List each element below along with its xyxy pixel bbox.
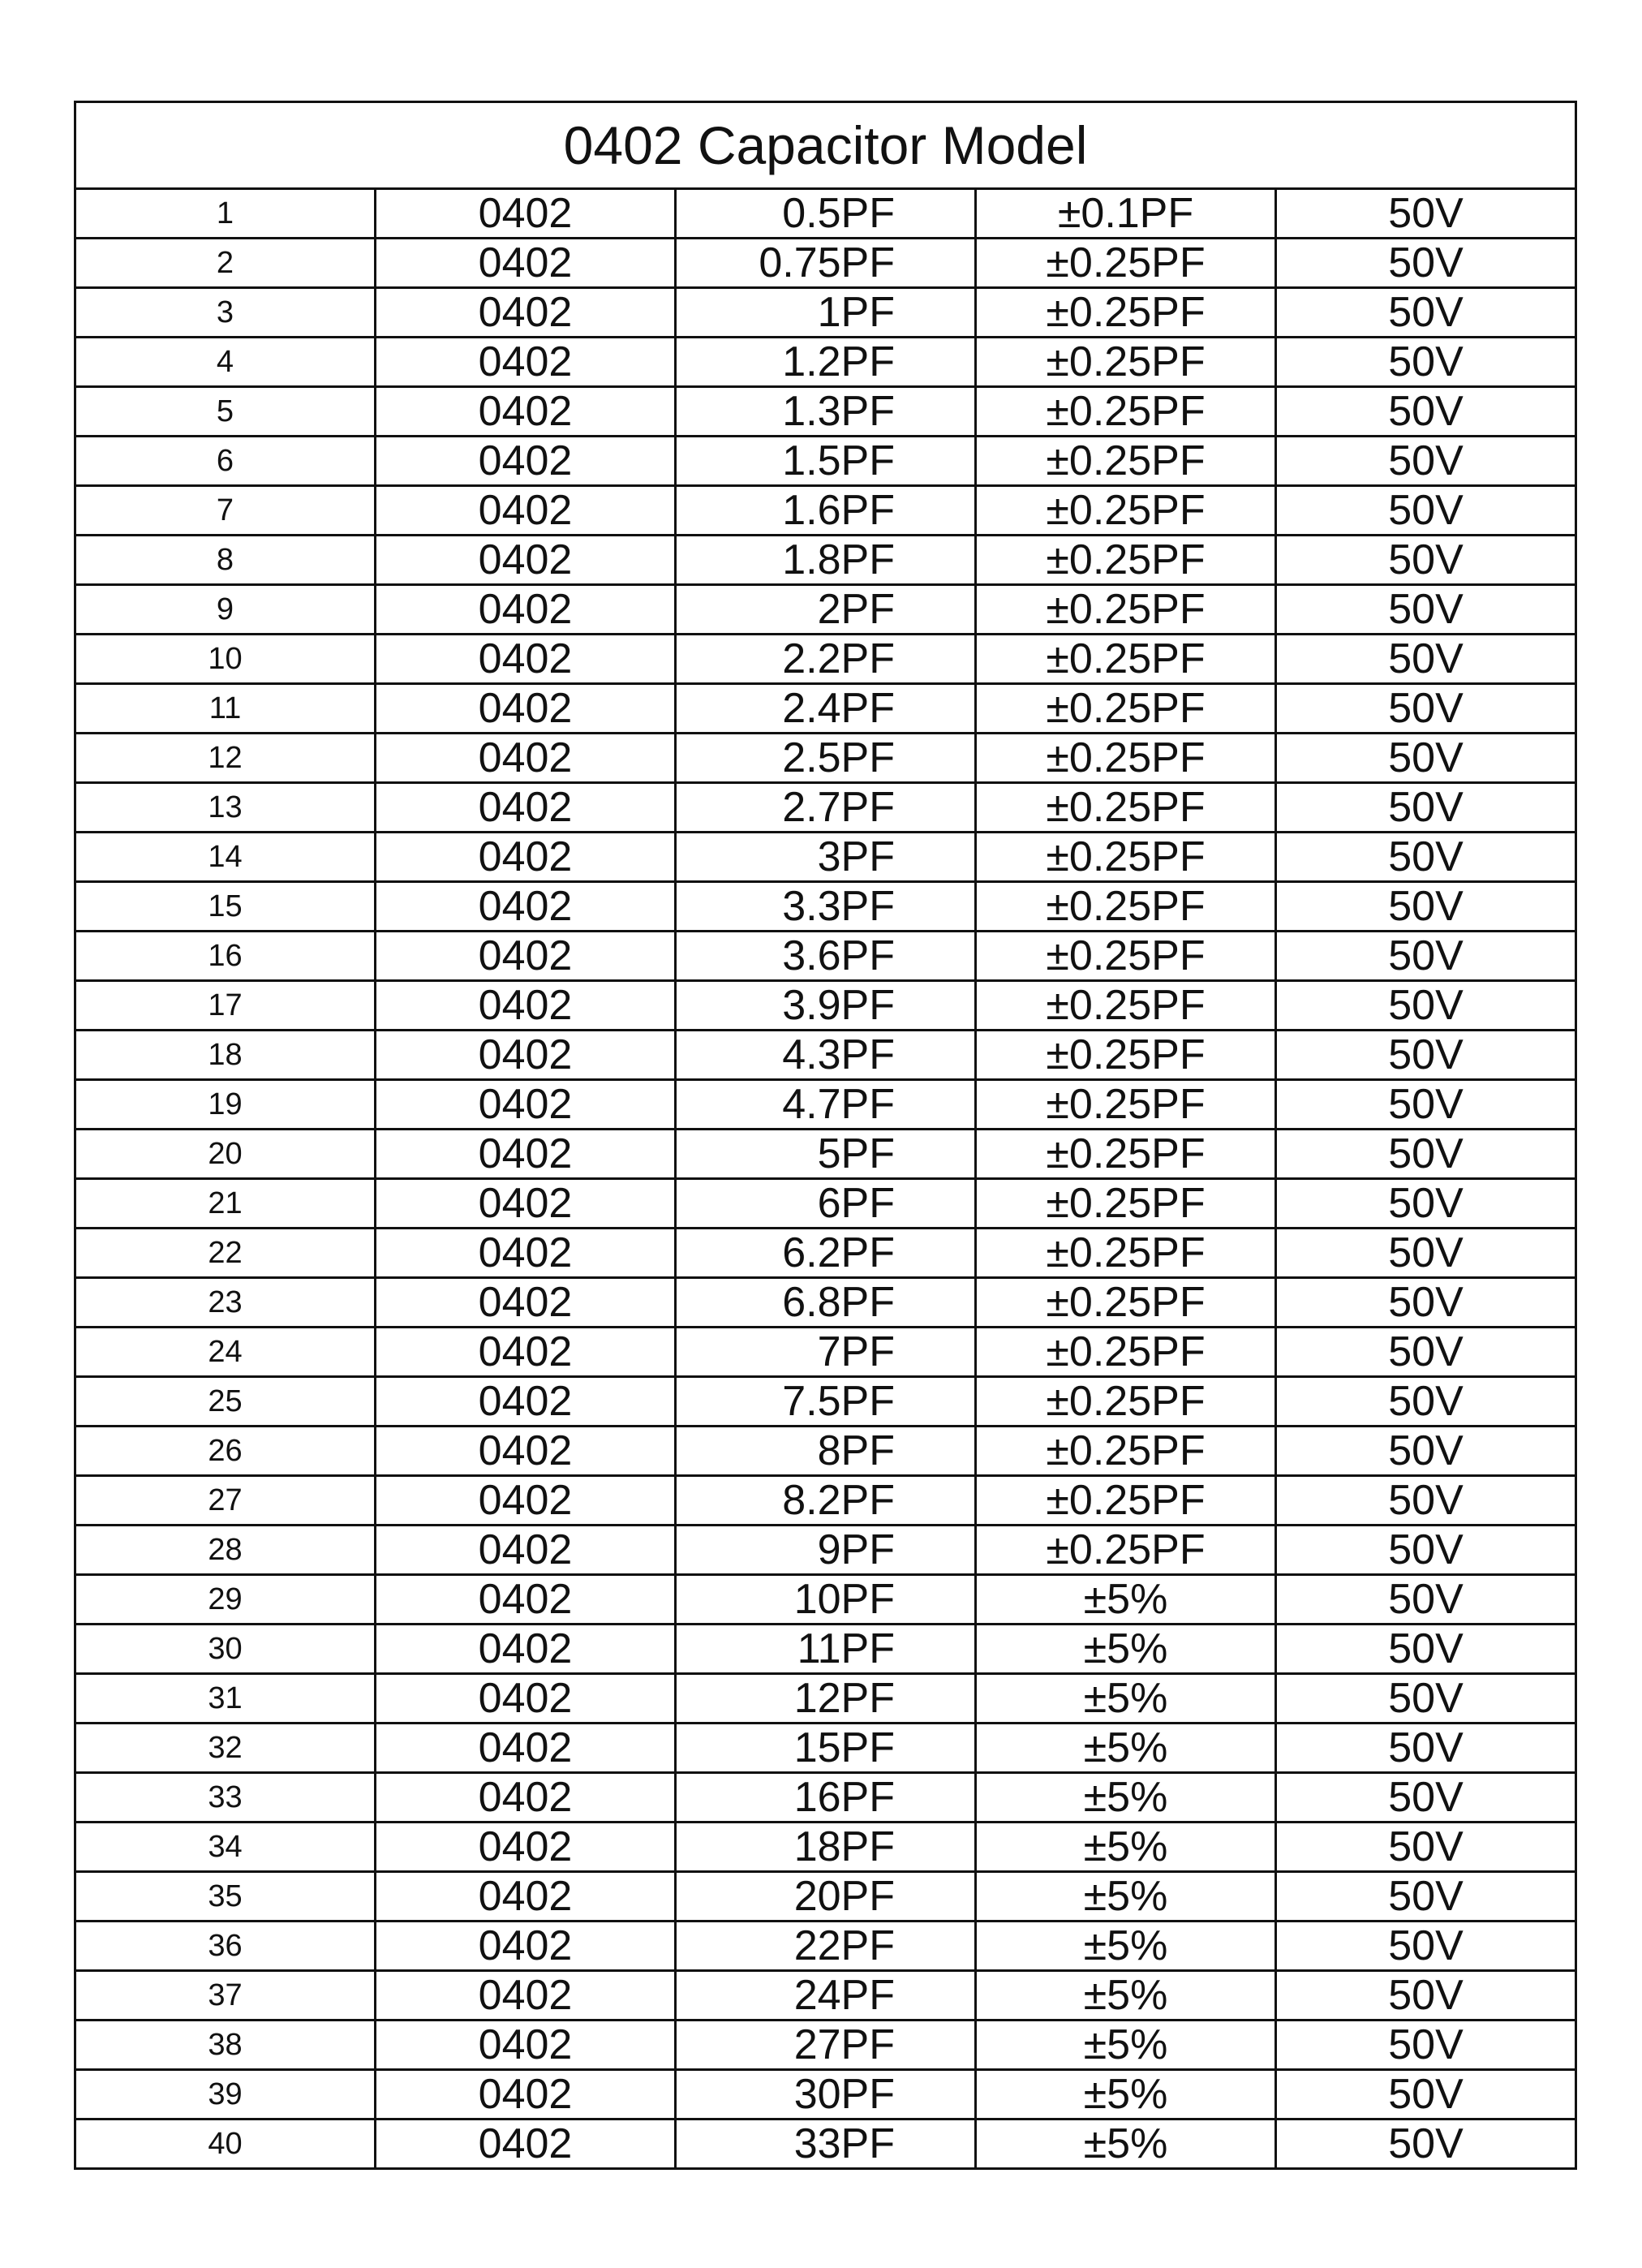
table-row bbox=[75, 783, 1576, 833]
capacitance-cell: 5PF bbox=[676, 1130, 976, 1179]
tolerance-cell: ±5% bbox=[976, 1724, 1276, 1773]
capacitance-cell: 6.8PF bbox=[676, 1278, 976, 1328]
table-row bbox=[75, 387, 1576, 437]
tolerance-cell: ±0.25PF bbox=[976, 288, 1276, 338]
row-number: 8 bbox=[75, 536, 376, 585]
package-cell: 0402 bbox=[376, 189, 676, 239]
capacitance-cell: 30PF bbox=[676, 2070, 976, 2120]
capacitance-cell: 3.9PF bbox=[676, 981, 976, 1031]
package-cell: 0402 bbox=[376, 585, 676, 635]
package-cell: 0402 bbox=[376, 1328, 676, 1377]
table-row bbox=[75, 1031, 1576, 1080]
package-cell: 0402 bbox=[376, 1377, 676, 1427]
table-row bbox=[75, 189, 1576, 239]
table-row bbox=[75, 1971, 1576, 2021]
package-cell: 0402 bbox=[376, 734, 676, 783]
table-row bbox=[75, 1922, 1576, 1971]
row-number: 36 bbox=[75, 1922, 376, 1971]
tolerance-cell: ±0.25PF bbox=[976, 1476, 1276, 1526]
package-cell: 0402 bbox=[376, 437, 676, 486]
capacitance-cell: 24PF bbox=[676, 1971, 976, 2021]
voltage-cell: 50V bbox=[1276, 189, 1576, 239]
tolerance-cell: ±0.25PF bbox=[976, 536, 1276, 585]
voltage-cell: 50V bbox=[1276, 239, 1576, 288]
capacitance-cell: 2.7PF bbox=[676, 783, 976, 833]
voltage-cell: 50V bbox=[1276, 288, 1576, 338]
table-row bbox=[75, 437, 1576, 486]
tolerance-cell: ±0.25PF bbox=[976, 585, 1276, 635]
row-number: 1 bbox=[75, 189, 376, 239]
row-number: 20 bbox=[75, 1130, 376, 1179]
tolerance-cell: ±0.25PF bbox=[976, 437, 1276, 486]
package-cell: 0402 bbox=[376, 1823, 676, 1872]
tolerance-cell: ±5% bbox=[976, 1773, 1276, 1823]
title-row bbox=[75, 102, 1576, 189]
row-number: 14 bbox=[75, 833, 376, 882]
package-cell: 0402 bbox=[376, 1575, 676, 1625]
voltage-cell: 50V bbox=[1276, 1971, 1576, 2021]
row-number: 19 bbox=[75, 1080, 376, 1130]
table-row bbox=[75, 1823, 1576, 1872]
row-number: 22 bbox=[75, 1229, 376, 1278]
voltage-cell: 50V bbox=[1276, 1130, 1576, 1179]
table-row bbox=[75, 1179, 1576, 1229]
row-number: 5 bbox=[75, 387, 376, 437]
voltage-cell: 50V bbox=[1276, 1526, 1576, 1575]
tolerance-cell: ±0.25PF bbox=[976, 783, 1276, 833]
tolerance-cell: ±5% bbox=[976, 1575, 1276, 1625]
row-number: 9 bbox=[75, 585, 376, 635]
voltage-cell: 50V bbox=[1276, 2021, 1576, 2070]
capacitance-cell: 7PF bbox=[676, 1328, 976, 1377]
voltage-cell: 50V bbox=[1276, 486, 1576, 536]
table-row bbox=[75, 486, 1576, 536]
capacitance-cell: 2.5PF bbox=[676, 734, 976, 783]
package-cell: 0402 bbox=[376, 1872, 676, 1922]
row-number: 34 bbox=[75, 1823, 376, 1872]
table-title: 0402 Capacitor Model bbox=[75, 102, 1576, 189]
package-cell: 0402 bbox=[376, 1278, 676, 1328]
tolerance-cell: ±5% bbox=[976, 1922, 1276, 1971]
capacitance-cell: 22PF bbox=[676, 1922, 976, 1971]
row-number: 18 bbox=[75, 1031, 376, 1080]
row-number: 24 bbox=[75, 1328, 376, 1377]
row-number: 6 bbox=[75, 437, 376, 486]
tolerance-cell: ±0.25PF bbox=[976, 1080, 1276, 1130]
package-cell: 0402 bbox=[376, 1674, 676, 1724]
capacitance-cell: 9PF bbox=[676, 1526, 976, 1575]
table-row bbox=[75, 1575, 1576, 1625]
table-row bbox=[75, 734, 1576, 783]
package-cell: 0402 bbox=[376, 1130, 676, 1179]
package-cell: 0402 bbox=[376, 684, 676, 734]
capacitance-cell: 2.4PF bbox=[676, 684, 976, 734]
capacitance-cell: 16PF bbox=[676, 1773, 976, 1823]
table-row bbox=[75, 635, 1576, 684]
package-cell: 0402 bbox=[376, 1773, 676, 1823]
table-row bbox=[75, 2070, 1576, 2120]
voltage-cell: 50V bbox=[1276, 932, 1576, 981]
table-row bbox=[75, 1872, 1576, 1922]
tolerance-cell: ±0.25PF bbox=[976, 338, 1276, 387]
table-row bbox=[75, 1278, 1576, 1328]
row-number: 27 bbox=[75, 1476, 376, 1526]
table-row bbox=[75, 2120, 1576, 2169]
capacitance-cell: 6.2PF bbox=[676, 1229, 976, 1278]
table-row bbox=[75, 1476, 1576, 1526]
tolerance-cell: ±0.25PF bbox=[976, 387, 1276, 437]
row-number: 13 bbox=[75, 783, 376, 833]
package-cell: 0402 bbox=[376, 2070, 676, 2120]
voltage-cell: 50V bbox=[1276, 1872, 1576, 1922]
voltage-cell: 50V bbox=[1276, 1179, 1576, 1229]
package-cell: 0402 bbox=[376, 486, 676, 536]
package-cell: 0402 bbox=[376, 1922, 676, 1971]
package-cell: 0402 bbox=[376, 981, 676, 1031]
table-row bbox=[75, 1526, 1576, 1575]
capacitance-cell: 1.6PF bbox=[676, 486, 976, 536]
package-cell: 0402 bbox=[376, 387, 676, 437]
tolerance-cell: ±0.25PF bbox=[976, 833, 1276, 882]
capacitance-cell: 0.75PF bbox=[676, 239, 976, 288]
tolerance-cell: ±5% bbox=[976, 2120, 1276, 2169]
tolerance-cell: ±0.25PF bbox=[976, 1377, 1276, 1427]
capacitance-cell: 2PF bbox=[676, 585, 976, 635]
table-row bbox=[75, 1229, 1576, 1278]
tolerance-cell: ±0.25PF bbox=[976, 1031, 1276, 1080]
row-number: 23 bbox=[75, 1278, 376, 1328]
voltage-cell: 50V bbox=[1276, 1773, 1576, 1823]
tolerance-cell: ±5% bbox=[976, 1674, 1276, 1724]
tolerance-cell: ±0.25PF bbox=[976, 1427, 1276, 1476]
voltage-cell: 50V bbox=[1276, 981, 1576, 1031]
row-number: 3 bbox=[75, 288, 376, 338]
voltage-cell: 50V bbox=[1276, 1427, 1576, 1476]
voltage-cell: 50V bbox=[1276, 1328, 1576, 1377]
row-number: 4 bbox=[75, 338, 376, 387]
voltage-cell: 50V bbox=[1276, 338, 1576, 387]
package-cell: 0402 bbox=[376, 338, 676, 387]
package-cell: 0402 bbox=[376, 783, 676, 833]
tolerance-cell: ±5% bbox=[976, 1823, 1276, 1872]
tolerance-cell: ±0.1PF bbox=[976, 189, 1276, 239]
row-number: 38 bbox=[75, 2021, 376, 2070]
tolerance-cell: ±0.25PF bbox=[976, 981, 1276, 1031]
table-row bbox=[75, 1674, 1576, 1724]
package-cell: 0402 bbox=[376, 288, 676, 338]
voltage-cell: 50V bbox=[1276, 1031, 1576, 1080]
package-cell: 0402 bbox=[376, 635, 676, 684]
voltage-cell: 50V bbox=[1276, 1922, 1576, 1971]
package-cell: 0402 bbox=[376, 932, 676, 981]
table-row bbox=[75, 1625, 1576, 1674]
table-row bbox=[75, 833, 1576, 882]
capacitance-cell: 1.2PF bbox=[676, 338, 976, 387]
tolerance-cell: ±5% bbox=[976, 1971, 1276, 2021]
capacitance-cell: 3.3PF bbox=[676, 882, 976, 932]
tolerance-cell: ±0.25PF bbox=[976, 1179, 1276, 1229]
package-cell: 0402 bbox=[376, 1526, 676, 1575]
voltage-cell: 50V bbox=[1276, 1080, 1576, 1130]
voltage-cell: 50V bbox=[1276, 2070, 1576, 2120]
tolerance-cell: ±5% bbox=[976, 1625, 1276, 1674]
package-cell: 0402 bbox=[376, 1625, 676, 1674]
row-number: 11 bbox=[75, 684, 376, 734]
table-row bbox=[75, 288, 1576, 338]
voltage-cell: 50V bbox=[1276, 1724, 1576, 1773]
voltage-cell: 50V bbox=[1276, 536, 1576, 585]
table-row bbox=[75, 239, 1576, 288]
row-number: 37 bbox=[75, 1971, 376, 2021]
tolerance-cell: ±5% bbox=[976, 2070, 1276, 2120]
package-cell: 0402 bbox=[376, 1229, 676, 1278]
package-cell: 0402 bbox=[376, 2120, 676, 2169]
row-number: 29 bbox=[75, 1575, 376, 1625]
package-cell: 0402 bbox=[376, 2021, 676, 2070]
row-number: 26 bbox=[75, 1427, 376, 1476]
row-number: 40 bbox=[75, 2120, 376, 2169]
capacitance-cell: 10PF bbox=[676, 1575, 976, 1625]
capacitance-cell: 27PF bbox=[676, 2021, 976, 2070]
table-row bbox=[75, 585, 1576, 635]
capacitance-cell: 0.5PF bbox=[676, 189, 976, 239]
capacitance-cell: 15PF bbox=[676, 1724, 976, 1773]
package-cell: 0402 bbox=[376, 536, 676, 585]
tolerance-cell: ±0.25PF bbox=[976, 932, 1276, 981]
capacitance-cell: 8.2PF bbox=[676, 1476, 976, 1526]
capacitance-cell: 11PF bbox=[676, 1625, 976, 1674]
capacitance-cell: 3PF bbox=[676, 833, 976, 882]
row-number: 35 bbox=[75, 1872, 376, 1922]
voltage-cell: 50V bbox=[1276, 1278, 1576, 1328]
table-row bbox=[75, 2021, 1576, 2070]
row-number: 15 bbox=[75, 882, 376, 932]
table-row bbox=[75, 1724, 1576, 1773]
voltage-cell: 50V bbox=[1276, 1674, 1576, 1724]
package-cell: 0402 bbox=[376, 239, 676, 288]
tolerance-cell: ±0.25PF bbox=[976, 684, 1276, 734]
capacitance-cell: 3.6PF bbox=[676, 932, 976, 981]
capacitance-cell: 7.5PF bbox=[676, 1377, 976, 1427]
row-number: 10 bbox=[75, 635, 376, 684]
voltage-cell: 50V bbox=[1276, 684, 1576, 734]
voltage-cell: 50V bbox=[1276, 1229, 1576, 1278]
capacitor-table bbox=[74, 101, 1577, 2170]
tolerance-cell: ±0.25PF bbox=[976, 1278, 1276, 1328]
table-row bbox=[75, 882, 1576, 932]
capacitance-cell: 6PF bbox=[676, 1179, 976, 1229]
tolerance-cell: ±0.25PF bbox=[976, 635, 1276, 684]
voltage-cell: 50V bbox=[1276, 2120, 1576, 2169]
row-number: 28 bbox=[75, 1526, 376, 1575]
tolerance-cell: ±0.25PF bbox=[976, 239, 1276, 288]
table-row bbox=[75, 1080, 1576, 1130]
row-number: 33 bbox=[75, 1773, 376, 1823]
voltage-cell: 50V bbox=[1276, 783, 1576, 833]
row-number: 16 bbox=[75, 932, 376, 981]
package-cell: 0402 bbox=[376, 1971, 676, 2021]
tolerance-cell: ±0.25PF bbox=[976, 1229, 1276, 1278]
row-number: 17 bbox=[75, 981, 376, 1031]
capacitance-cell: 18PF bbox=[676, 1823, 976, 1872]
tolerance-cell: ±0.25PF bbox=[976, 486, 1276, 536]
row-number: 30 bbox=[75, 1625, 376, 1674]
capacitance-cell: 1.8PF bbox=[676, 536, 976, 585]
table-row bbox=[75, 1427, 1576, 1476]
capacitance-cell: 33PF bbox=[676, 2120, 976, 2169]
package-cell: 0402 bbox=[376, 1476, 676, 1526]
table-row bbox=[75, 536, 1576, 585]
package-cell: 0402 bbox=[376, 1179, 676, 1229]
table-row bbox=[75, 1377, 1576, 1427]
capacitance-cell: 8PF bbox=[676, 1427, 976, 1476]
voltage-cell: 50V bbox=[1276, 1575, 1576, 1625]
tolerance-cell: ±0.25PF bbox=[976, 1328, 1276, 1377]
capacitance-cell: 1.3PF bbox=[676, 387, 976, 437]
table-row bbox=[75, 1328, 1576, 1377]
row-number: 2 bbox=[75, 239, 376, 288]
package-cell: 0402 bbox=[376, 1080, 676, 1130]
tolerance-cell: ±0.25PF bbox=[976, 734, 1276, 783]
table-row bbox=[75, 932, 1576, 981]
voltage-cell: 50V bbox=[1276, 585, 1576, 635]
tolerance-cell: ±0.25PF bbox=[976, 882, 1276, 932]
capacitance-cell: 12PF bbox=[676, 1674, 976, 1724]
package-cell: 0402 bbox=[376, 1031, 676, 1080]
package-cell: 0402 bbox=[376, 882, 676, 932]
row-number: 25 bbox=[75, 1377, 376, 1427]
voltage-cell: 50V bbox=[1276, 1625, 1576, 1674]
voltage-cell: 50V bbox=[1276, 387, 1576, 437]
table-row bbox=[75, 684, 1576, 734]
capacitance-cell: 4.7PF bbox=[676, 1080, 976, 1130]
voltage-cell: 50V bbox=[1276, 1377, 1576, 1427]
table-row bbox=[75, 981, 1576, 1031]
voltage-cell: 50V bbox=[1276, 882, 1576, 932]
table-row bbox=[75, 1130, 1576, 1179]
table-row bbox=[75, 338, 1576, 387]
table-body bbox=[75, 102, 1576, 2169]
tolerance-cell: ±0.25PF bbox=[976, 1526, 1276, 1575]
tolerance-cell: ±5% bbox=[976, 1872, 1276, 1922]
voltage-cell: 50V bbox=[1276, 1823, 1576, 1872]
row-number: 21 bbox=[75, 1179, 376, 1229]
voltage-cell: 50V bbox=[1276, 734, 1576, 783]
package-cell: 0402 bbox=[376, 833, 676, 882]
capacitance-cell: 4.3PF bbox=[676, 1031, 976, 1080]
tolerance-cell: ±5% bbox=[976, 2021, 1276, 2070]
row-number: 32 bbox=[75, 1724, 376, 1773]
tolerance-cell: ±0.25PF bbox=[976, 1130, 1276, 1179]
package-cell: 0402 bbox=[376, 1427, 676, 1476]
row-number: 39 bbox=[75, 2070, 376, 2120]
capacitance-cell: 2.2PF bbox=[676, 635, 976, 684]
capacitance-cell: 20PF bbox=[676, 1872, 976, 1922]
voltage-cell: 50V bbox=[1276, 635, 1576, 684]
voltage-cell: 50V bbox=[1276, 437, 1576, 486]
package-cell: 0402 bbox=[376, 1724, 676, 1773]
row-number: 12 bbox=[75, 734, 376, 783]
row-number: 7 bbox=[75, 486, 376, 536]
row-number: 31 bbox=[75, 1674, 376, 1724]
capacitance-cell: 1.5PF bbox=[676, 437, 976, 486]
voltage-cell: 50V bbox=[1276, 1476, 1576, 1526]
voltage-cell: 50V bbox=[1276, 833, 1576, 882]
table-row bbox=[75, 1773, 1576, 1823]
capacitance-cell: 1PF bbox=[676, 288, 976, 338]
